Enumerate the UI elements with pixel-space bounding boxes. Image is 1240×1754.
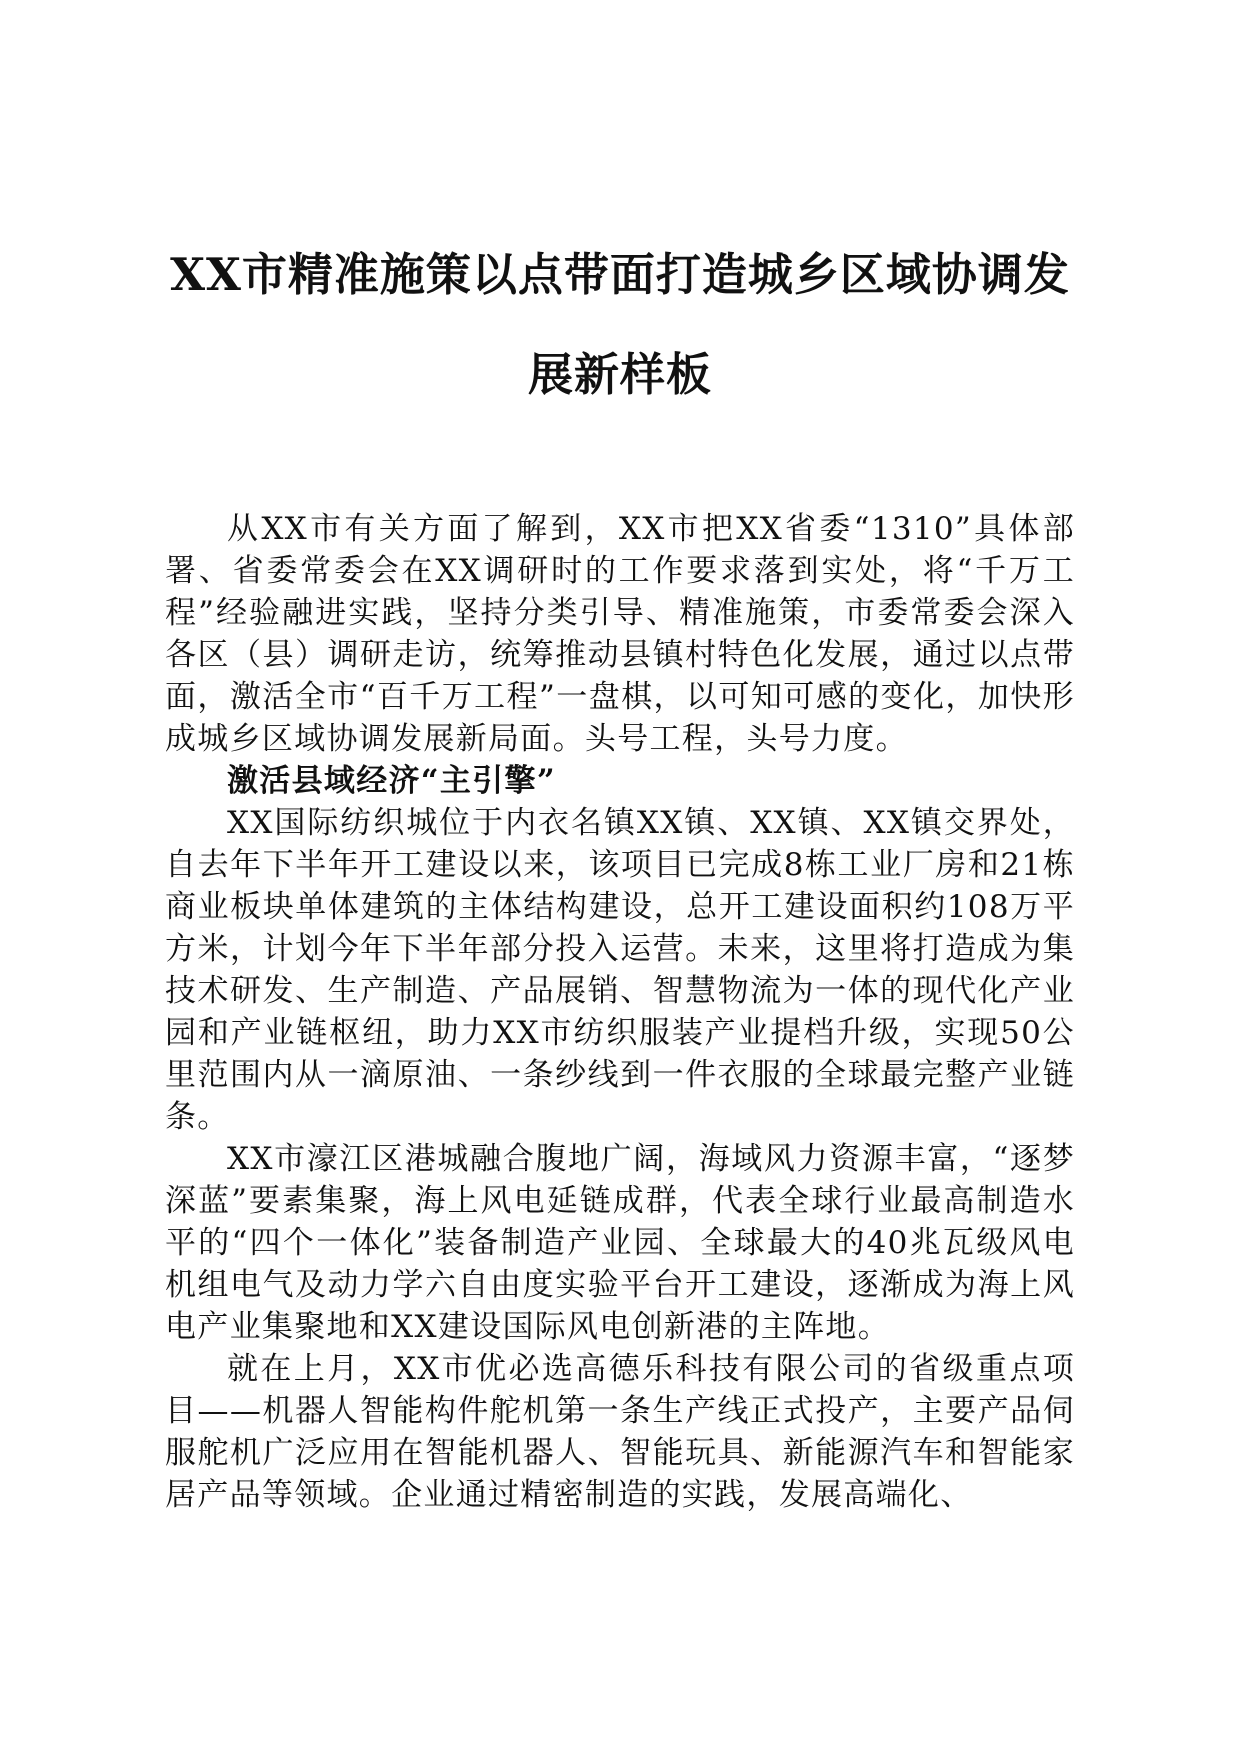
document-body bbox=[165, 508, 1075, 1516]
paragraph-intro: 从XX市有关方面了解到，XX市把XX省委“1310”具体部署、省委常委会在XX调研时的工作要求落到实处，将“千万工程”经验融进实践，坚持分类引导、精准施策，市委常委会深入各区（县）调研走访，统筹推动县镇村特色化发展，通过以点带面，激活全市“百千万工程”一盘棋，以可知可感的变化，加快形成城乡区域协调发展新局面。头号工程，头号力度。 bbox=[165, 511, 1075, 757]
paragraph-offshore-wind: XX市濠江区港城融合腹地广阔，海域风力资源丰富，“逐梦深蓝”要素集聚，海上风电延链成群，代表全球行业最高制造水平的“四个一体化”装备制造产业园、全球最大的40兆瓦级风电机组电气及动力学六自由度实验平台开工建设，逐渐成为海上风电产业集聚地和XX建设国际风电创新港的主阵地。 bbox=[165, 1141, 1075, 1345]
paragraph-textile-city: XX国际纺织城位于内衣名镇XX镇、XX镇、XX镇交界处，自去年下半年开工建设以来，该项目已完成8栋工业厂房和21栋商业板块单体建筑的主体结构建设，总开工建设面积约108万平方米，计划今年下半年部分投入运营。未来，这里将打造成为集技术研发、生产制造、产品展销、智慧物流为一体的现代化产业园和产业链枢纽，助力XX市纺织服装产业提档升级，实现50公里范围内从一滴原油、一条纱线到一件衣服的全球最完整产业链条。 bbox=[165, 805, 1075, 1135]
title-line-1: XX市精准施策以点带面打造城乡区域协调发 bbox=[170, 248, 1070, 301]
title-line-2: 展新样板 bbox=[527, 348, 712, 401]
section-heading: 激活县域经济“主引擎” bbox=[227, 763, 556, 799]
paragraph-robotics: 就在上月，XX市优必选高德乐科技有限公司的省级重点项目——机器人智能构件舵机第一条生产线正式投产，主要产品伺服舵机广泛应用在智能机器人、智能玩具、新能源汽车和智能家居产品等领域。企业通过精密制造的实践，发展高端化、 bbox=[165, 1351, 1075, 1513]
document-page bbox=[165, 225, 1075, 1516]
document-title bbox=[165, 225, 1075, 425]
